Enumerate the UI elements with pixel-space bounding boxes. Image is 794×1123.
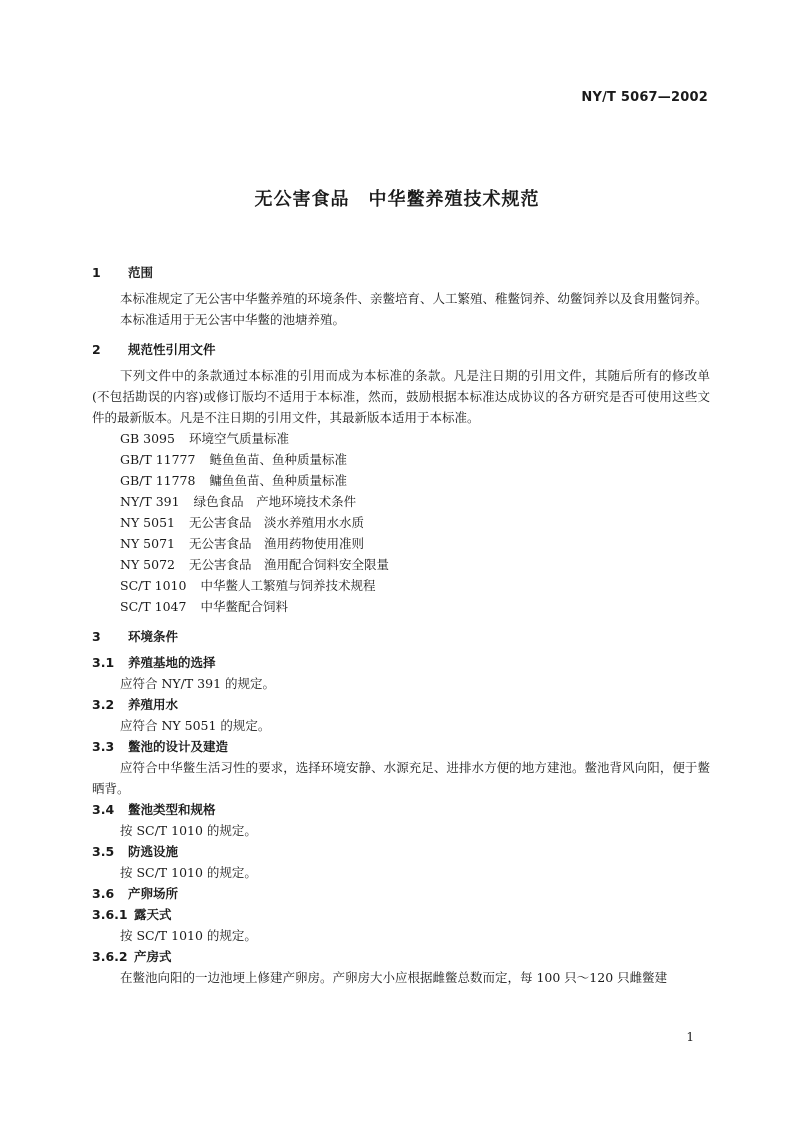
- section-number: 1: [92, 265, 101, 280]
- subsection-heading: [92, 694, 710, 715]
- section-heading: [92, 339, 710, 360]
- subsection-title: 养殖基地的选择: [128, 655, 216, 670]
- paragraph: 应符合中华鳖生活习性的要求，选择环境安静、水源充足、进排水方便的地方建池。鳖池背风向阳，便于鳖晒背。: [92, 760, 710, 796]
- reference-title: 中华鳖配合饲料: [200, 599, 288, 614]
- paragraph: 应符合 NY 5051 的规定。: [120, 718, 271, 733]
- reference-code: GB 3095: [120, 431, 175, 446]
- subsection-heading: [92, 904, 710, 925]
- subsection-heading: [92, 799, 710, 820]
- reference-title: 鲢鱼鱼苗、鱼种质量标准: [209, 452, 347, 467]
- reference-title: 无公害食品 渔用药物使用准则: [188, 536, 364, 551]
- page-number: 1: [686, 1030, 694, 1044]
- reference-title: 无公害食品 淡水养殖用水水质: [188, 515, 364, 530]
- paragraph: 应符合 NY/T 391 的规定。: [120, 676, 276, 691]
- subsection-title: 产房式: [134, 949, 172, 964]
- reference-title: 环境空气质量标准: [188, 431, 289, 446]
- section-title: 规范性引用文件: [128, 342, 216, 357]
- reference-item: [92, 491, 710, 512]
- subsection-number: 3.4: [92, 802, 115, 817]
- paragraph: 按 SC/T 1010 的规定。: [120, 928, 257, 943]
- reference-title: 鳙鱼鱼苗、鱼种质量标准: [209, 473, 347, 488]
- document-title: 无公害食品 中华鳖养殖技术规范: [254, 189, 540, 210]
- document-body: [92, 262, 710, 988]
- section-heading: [92, 262, 710, 283]
- subsection-title: 产卵场所: [128, 886, 179, 901]
- subsection-title: 鳖池的设计及建造: [128, 739, 229, 754]
- subsection-heading: [92, 841, 710, 862]
- reference-code: SC/T 1047: [120, 599, 187, 614]
- subsection-title: 露天式: [134, 907, 172, 922]
- subsection-number: 3.1: [92, 655, 115, 670]
- reference-title: 中华鳖人工繁殖与饲养技术规程: [200, 578, 376, 593]
- reference-item: [92, 512, 710, 533]
- subsection-number: 3.3: [92, 739, 115, 754]
- section-heading: [92, 626, 710, 647]
- section-number: 2: [92, 342, 101, 357]
- reference-code: NY 5071: [120, 536, 175, 551]
- subsection-number: 3.6.1: [92, 907, 128, 922]
- reference-title: 绿色食品 产地环境技术条件: [193, 494, 357, 509]
- paragraph: 按 SC/T 1010 的规定。: [120, 823, 257, 838]
- subsection-heading: [92, 736, 710, 757]
- section-title: 环境条件: [128, 629, 179, 644]
- subsection-title: 鳖池类型和规格: [128, 802, 216, 817]
- subsection-heading: [92, 883, 710, 904]
- reference-code: NY/T 391: [120, 494, 180, 509]
- subsection-title: 养殖用水: [128, 697, 179, 712]
- paragraph: 本标准适用于无公害中华鳖的池塘养殖。: [120, 312, 346, 327]
- subsection-number: 3.2: [92, 697, 115, 712]
- reference-code: NY 5051: [120, 515, 175, 530]
- subsection-heading: [92, 946, 710, 967]
- paragraph: 按 SC/T 1010 的规定。: [120, 865, 257, 880]
- subsection-heading: [92, 652, 710, 673]
- subsection-number: 3.5: [92, 844, 115, 859]
- paragraph: 本标准规定了无公害中华鳖养殖的环境条件、亲鳖培育、人工繁殖、稚鳖饲养、幼鳖饲养以及食用鳖饲养。: [120, 291, 708, 306]
- reference-item: [92, 575, 710, 596]
- reference-item: [92, 533, 710, 554]
- subsection-number: 3.6.2: [92, 949, 128, 964]
- standard-code: NY/T 5067—2002: [581, 90, 708, 105]
- section-number: 3: [92, 629, 101, 644]
- reference-title: 无公害食品 渔用配合饲料安全限量: [188, 557, 389, 572]
- reference-code: GB/T 11777: [120, 452, 196, 467]
- paragraph: 在鳖池向阳的一边池埂上修建产卵房。产卵房大小应根据雌鳖总数而定，每 100 只～120 只雌鳖建: [120, 970, 668, 985]
- section-title: 范围: [128, 265, 154, 280]
- reference-item: [92, 428, 710, 449]
- reference-item: [92, 470, 710, 491]
- reference-code: GB/T 11778: [120, 473, 196, 488]
- reference-list: [92, 428, 710, 617]
- reference-item: [92, 554, 710, 575]
- reference-item: [92, 596, 710, 617]
- reference-code: NY 5072: [120, 557, 175, 572]
- subsection-number: 3.6: [92, 886, 115, 901]
- reference-code: SC/T 1010: [120, 578, 187, 593]
- reference-item: [92, 449, 710, 470]
- subsection-title: 防逃设施: [128, 844, 179, 859]
- paragraph: 下列文件中的条款通过本标准的引用而成为本标准的条款。凡是注日期的引用文件，其随后所有的修改单(不包括勘误的内容)或修订版均不适用于本标准，然而，鼓励根据本标准达成协议的各方研究是否可使用这些文件的最新版本。凡是不注日期的引用文件，其最新版本适用于本标准。: [92, 368, 710, 425]
